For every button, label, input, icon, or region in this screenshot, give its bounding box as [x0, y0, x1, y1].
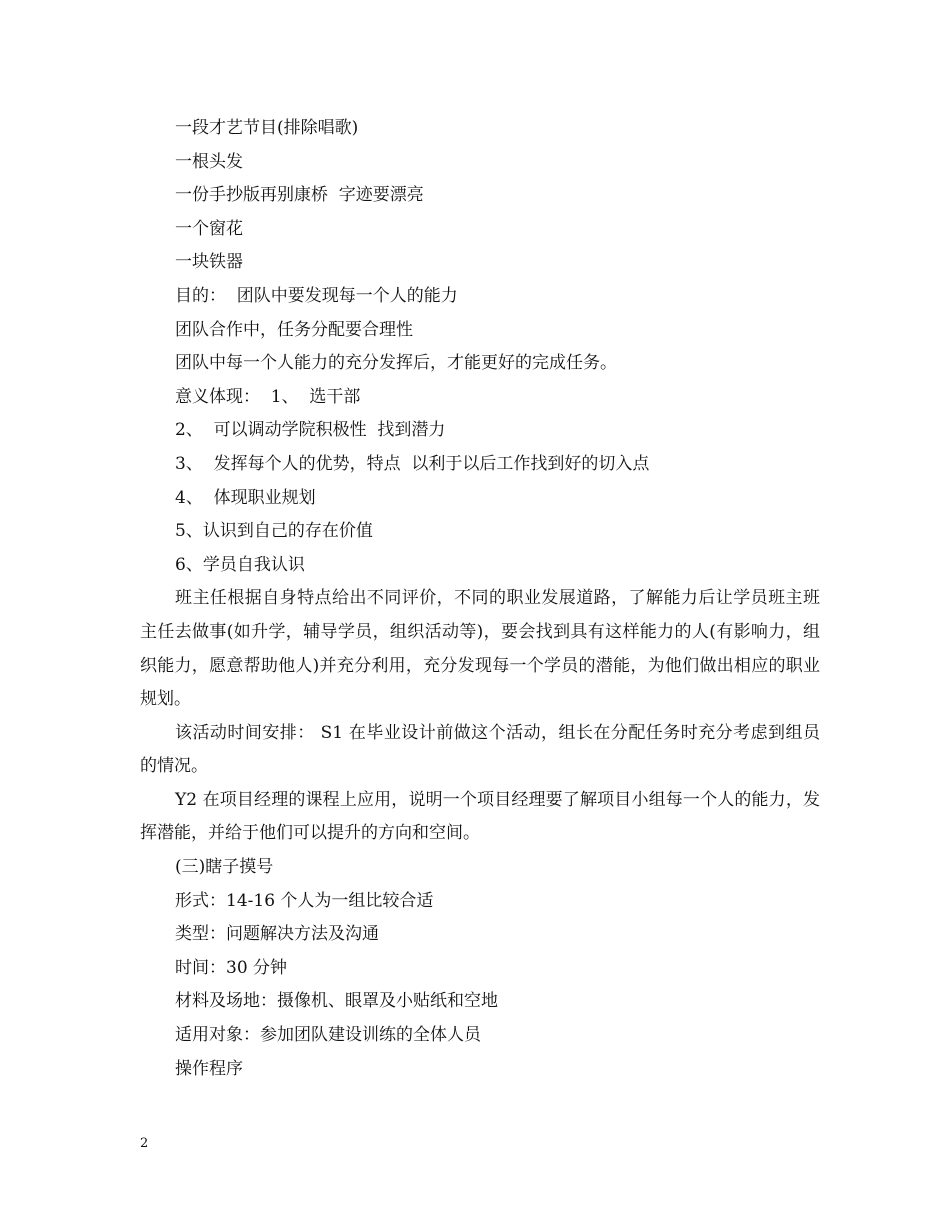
- page-number: 2: [140, 1136, 149, 1151]
- text-line: 形式：14-16 个人为一组比较合适: [175, 890, 434, 911]
- text-line: 一个窗花: [175, 218, 243, 239]
- text-line: 一份手抄版再别康桥 字迹要漂亮: [175, 185, 424, 206]
- text-line: 一块铁器: [175, 252, 243, 273]
- paragraph: 班主任根据自身特点给出不同评价，不同的职业发展道路，了解能力后让学员班主班主任去做事(如升学，辅导学员，组织活动等)，要会找到具有这样能力的人(有影响力，组织能力，愿意帮助他人)并充分利用，充分发现每一个学员的潜能，为他们做出相应的职业规划。: [140, 588, 820, 710]
- text-line: 3、 发挥每个人的优势，特点 以利于以后工作找到好的切入点: [175, 453, 650, 474]
- text-line: 一根头发: [175, 151, 243, 172]
- text-line: 操作程序: [175, 1058, 243, 1079]
- text-line: 2、 可以调动学院积极性 找到潜力: [175, 420, 446, 441]
- text-line: 时间：30 分钟: [175, 957, 288, 978]
- text-line: 材料及场地：摄像机、眼罩及小贴纸和空地: [175, 991, 498, 1012]
- text-line: 团队中每一个人能力的充分发挥后，才能更好的完成任务。: [175, 353, 617, 374]
- text-line: 6、学员自我认识: [175, 554, 305, 575]
- text-line: 目的： 团队中要发现每一个人的能力: [175, 285, 458, 306]
- text-line: 团队合作中，任务分配要合理性: [175, 319, 413, 340]
- section-heading: (三)瞎子摸号: [175, 857, 274, 878]
- paragraph: Y2 在项目经理的课程上应用，说明一个项目经理要了解项目小组每一个人的能力，发挥潜能，并给于他们可以提升的方向和空间。: [140, 789, 820, 844]
- text-line: 类型：问题解决方法及沟通: [175, 924, 379, 945]
- document-body: [140, 112, 820, 1086]
- paragraph: 该活动时间安排： S1 在毕业设计前做这个活动，组长在分配任务时充分考虑到组员的情况。: [140, 722, 820, 777]
- text-line: 意义体现： 1、 选干部: [175, 386, 361, 407]
- text-line: 5、认识到自己的存在价值: [175, 521, 373, 542]
- text-line: 一段才艺节目(排除唱歌): [175, 118, 359, 138]
- text-line: 4、 体现职业规划: [175, 487, 316, 508]
- text-line: 适用对象：参加团队建设训练的全体人员: [175, 1025, 481, 1046]
